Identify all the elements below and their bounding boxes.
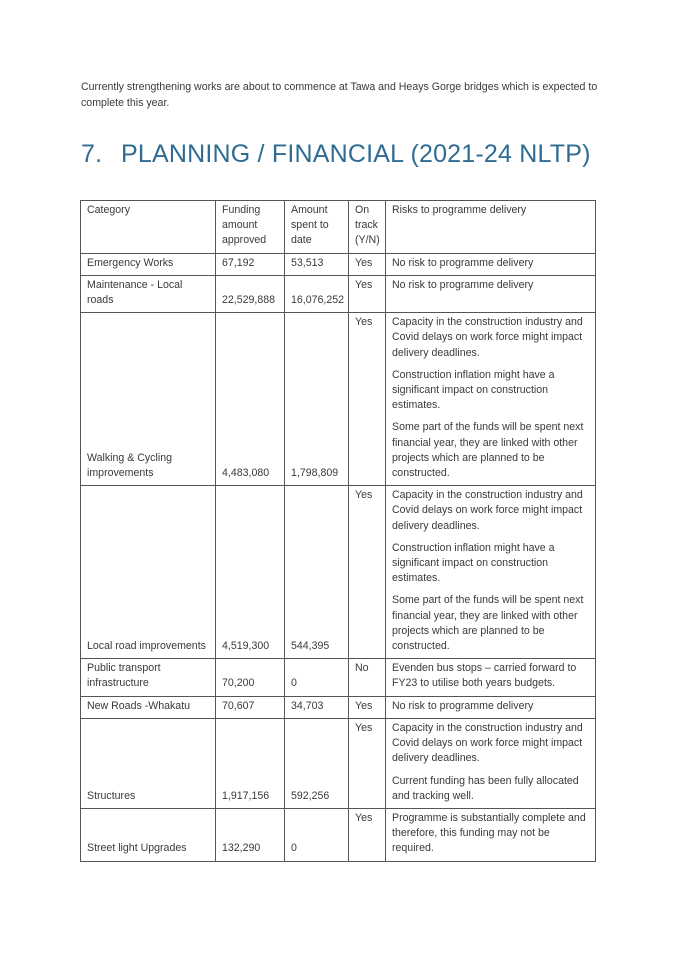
on-track-cell: Yes: [349, 696, 386, 718]
spent-cell: 34,703: [285, 696, 349, 718]
risk-paragraph: Construction inflation might have a significant impact on construction estimates.: [392, 368, 555, 412]
category-cell: Walking & Cycling improvements: [81, 313, 216, 486]
risks-cell: [386, 313, 596, 486]
category-cell: Local road improvements: [81, 486, 216, 659]
funding-cell: 132,290: [216, 808, 285, 861]
header-on-track: On track (Y/N): [349, 201, 386, 254]
section-number: 7.: [81, 140, 103, 168]
risk-paragraph: Some part of the funds will be spent next financial year, they are linked with other projects which are planned to be constructed.: [392, 421, 584, 480]
on-track-cell: Yes: [349, 275, 386, 312]
table-row: [81, 486, 596, 659]
risks-cell: [386, 718, 596, 808]
table-row: [81, 253, 596, 275]
planning-financial-table: [80, 200, 596, 862]
spent-cell: 0: [285, 659, 349, 696]
header-funding: Funding amount approved: [216, 201, 285, 254]
risks-cell: [386, 659, 596, 696]
table-row: [81, 718, 596, 808]
on-track-cell: No: [349, 659, 386, 696]
funding-cell: 70,607: [216, 696, 285, 718]
table-body: [81, 253, 596, 861]
category-cell: New Roads -Whakatu: [81, 696, 216, 718]
funding-cell: 4,483,080: [216, 313, 285, 486]
on-track-cell: Yes: [349, 486, 386, 659]
funding-cell: 22,529,888: [216, 275, 285, 312]
funding-cell: 70,200: [216, 659, 285, 696]
on-track-cell: Yes: [349, 718, 386, 808]
risks-cell: [386, 486, 596, 659]
category-cell: Maintenance - Local roads: [81, 275, 216, 312]
spent-cell: 53,513: [285, 253, 349, 275]
funding-cell: 67,192: [216, 253, 285, 275]
risk-paragraph: Capacity in the construction industry and Covid delays on work force might impact delivery deadlines.: [392, 721, 583, 765]
category-cell: Structures: [81, 718, 216, 808]
table-row: [81, 696, 596, 718]
table-row: [81, 659, 596, 696]
risk-paragraph: No risk to programme delivery: [392, 699, 534, 712]
risk-paragraph: Capacity in the construction industry and Covid delays on work force might impact delivery deadlines.: [392, 489, 583, 532]
spent-cell: 1,798,809: [285, 313, 349, 486]
risk-paragraph: No risk to programme delivery: [392, 278, 534, 291]
category-cell: Public transport infrastructure: [81, 659, 216, 696]
risks-cell: [386, 275, 596, 312]
spent-cell: 592,256: [285, 718, 349, 808]
section-title: PLANNING / FINANCIAL (2021-24 NLTP): [121, 140, 591, 168]
spent-cell: 544,395: [285, 486, 349, 659]
table-row: [81, 275, 596, 312]
on-track-cell: Yes: [349, 808, 386, 861]
table-header-row: [81, 201, 596, 254]
risks-cell: [386, 696, 596, 718]
intro-paragraph: Currently strengthening works are about to commence at Tawa and Heays Gorge bridges which is expected to complete this year.: [81, 81, 598, 109]
header-spent: Amount spent to date: [285, 201, 349, 254]
risk-paragraph: Construction inflation might have a significant impact on construction estimates.: [392, 541, 555, 585]
funding-cell: 4,519,300: [216, 486, 285, 659]
on-track-cell: Yes: [349, 313, 386, 486]
risk-paragraph: Current funding has been fully allocated and tracking well.: [392, 774, 579, 802]
category-cell: Emergency Works: [81, 253, 216, 275]
risk-paragraph: Programme is substantially complete and therefore, this funding may not be required.: [392, 811, 586, 855]
category-cell: Street light Upgrades: [81, 808, 216, 861]
spent-cell: 0: [285, 808, 349, 861]
on-track-cell: Yes: [349, 253, 386, 275]
spent-cell: 16,076,252: [285, 275, 349, 312]
funding-cell: 1,917,156: [216, 718, 285, 808]
risks-cell: [386, 253, 596, 275]
risk-paragraph: Evenden bus stops – carried forward to FY23 to utilise both years budgets.: [392, 662, 577, 690]
risks-cell: [386, 808, 596, 861]
header-category: Category: [81, 201, 216, 254]
table-row: [81, 313, 596, 486]
header-risks: Risks to programme delivery: [386, 201, 596, 254]
section-heading: [81, 140, 591, 169]
risk-paragraph: No risk to programme delivery: [392, 256, 534, 269]
risk-paragraph: Capacity in the construction industry and Covid delays on work force might impact delivery deadlines.: [392, 316, 583, 359]
risk-paragraph: Some part of the funds will be spent next financial year, they are linked with other projects which are planned to be constructed.: [392, 594, 584, 653]
table-row: [81, 808, 596, 861]
